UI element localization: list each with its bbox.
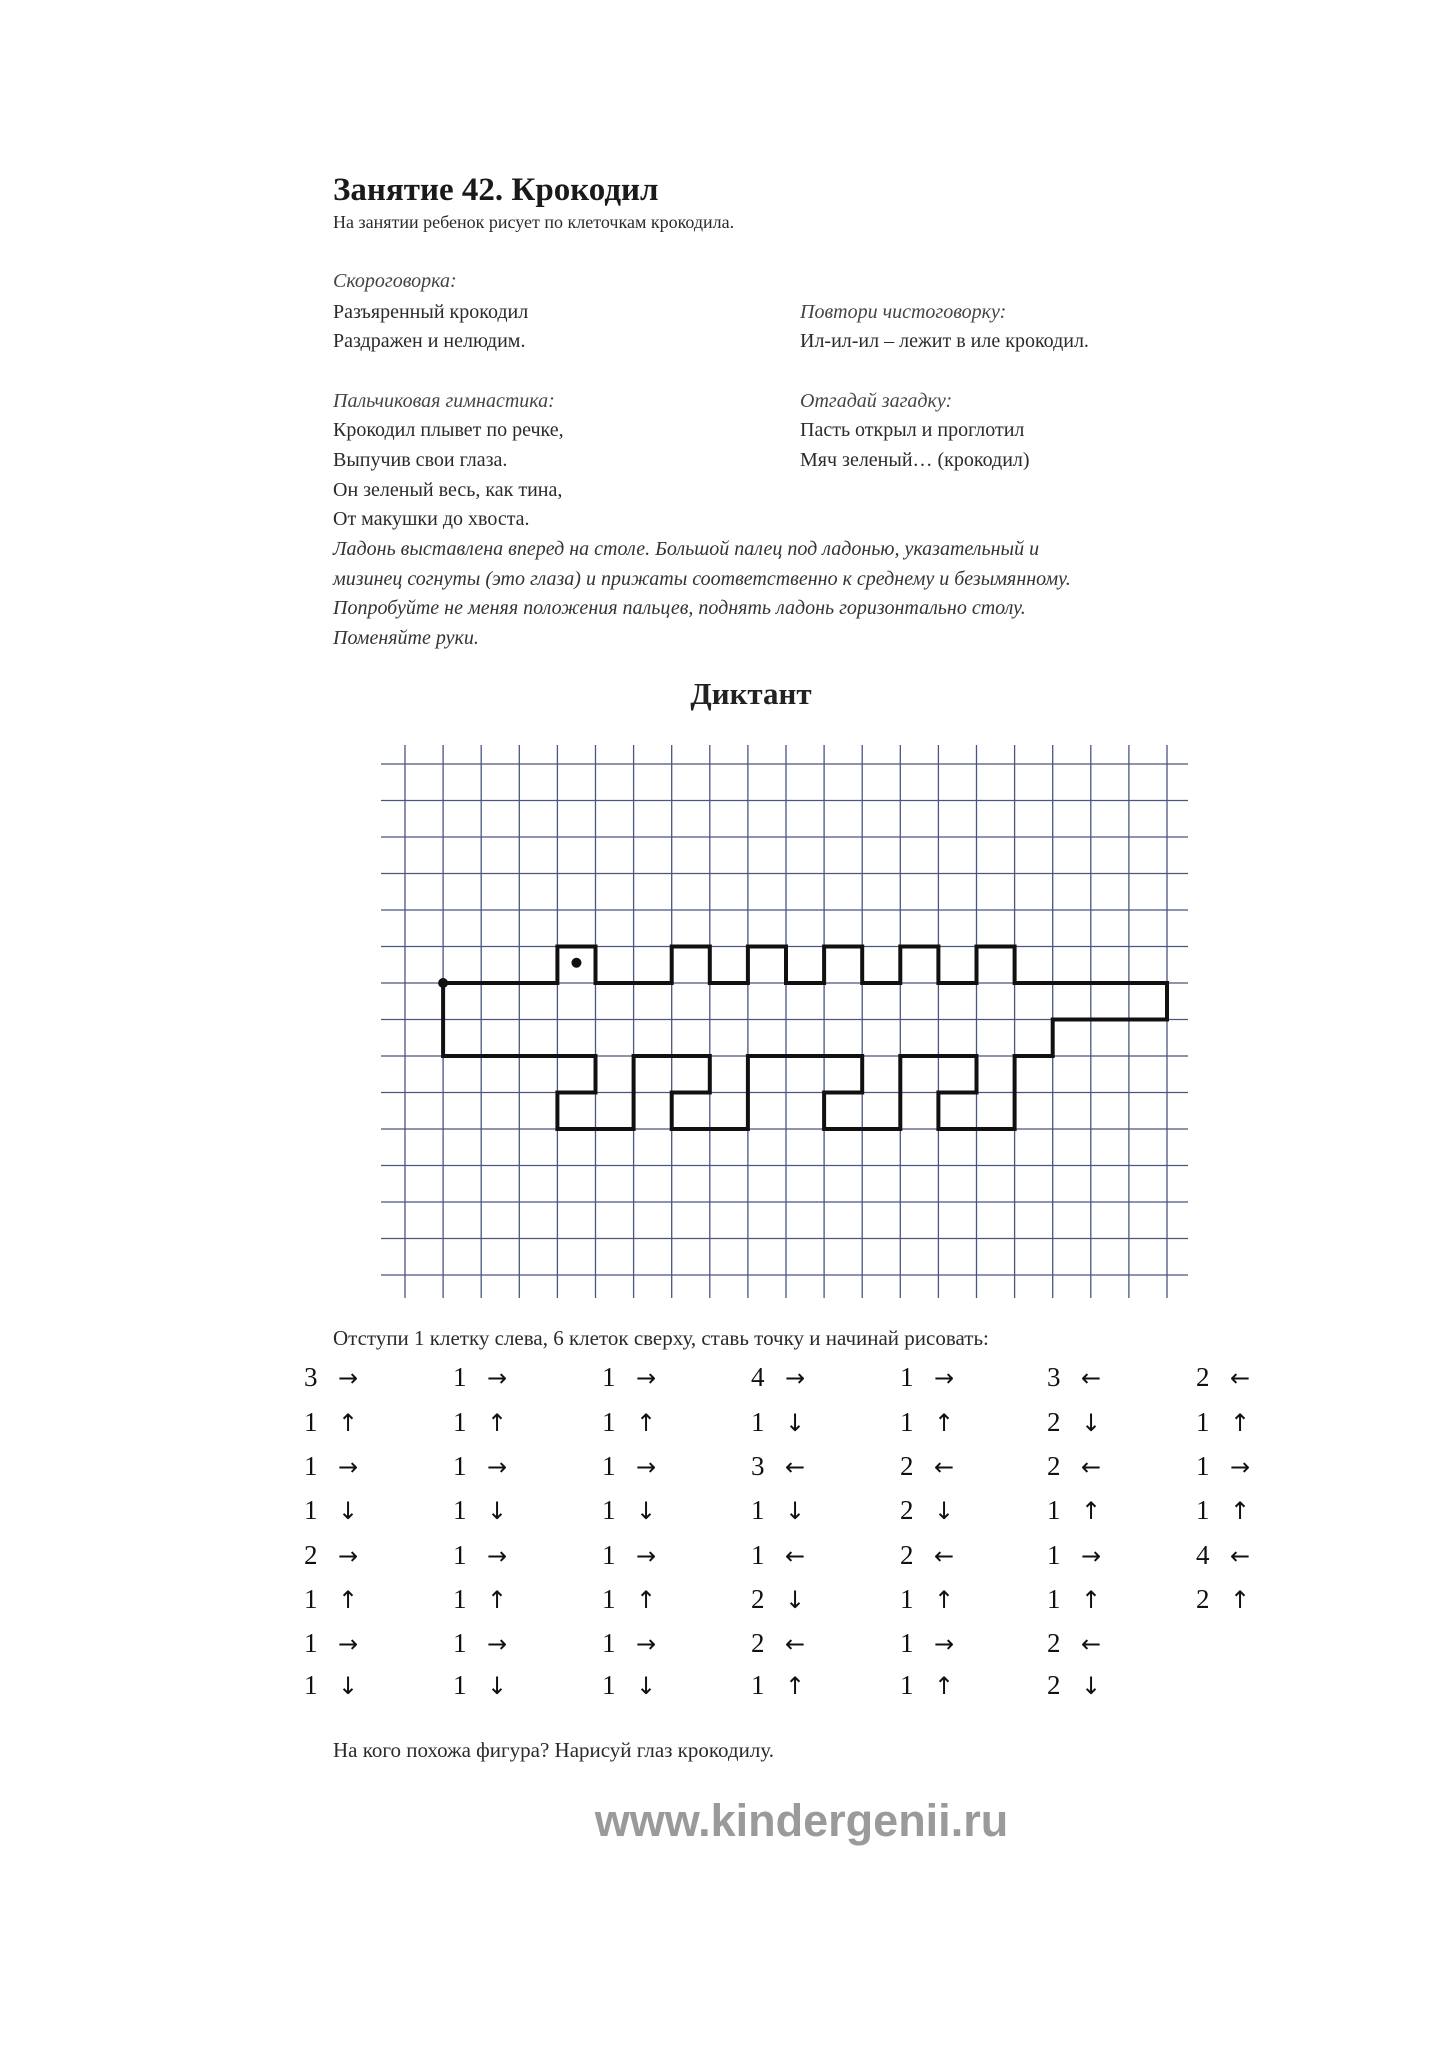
dictation-step [900, 1407, 1020, 1438]
dictation-step [602, 1670, 722, 1701]
finger-gym-instruction: мизинец согнуты (это глаза) и прижаты соответственно к среднему и безымянному. [333, 568, 1071, 590]
page-title: Занятие 42. Крокодил [333, 172, 659, 208]
dictation-step [751, 1670, 871, 1701]
riddle-line: Пасть открыл и проглотил [800, 419, 1025, 441]
watermark: www.kindergenii.ru [594, 1795, 1009, 1846]
step-count: 3 [1047, 1362, 1061, 1392]
step-count: 1 [602, 1628, 616, 1658]
step-count: 1 [1047, 1495, 1061, 1525]
arrow-right-icon: → [338, 1453, 359, 1481]
arrow-right-icon: → [636, 1542, 657, 1570]
arrow-right-icon: → [487, 1542, 508, 1570]
dictation-step [751, 1584, 871, 1615]
dictation-step [1196, 1362, 1316, 1393]
crocodile-outline [443, 947, 1167, 1130]
step-count: 4 [1196, 1540, 1210, 1570]
arrow-down-icon: ↓ [636, 1672, 657, 1700]
dictation-step [453, 1495, 573, 1526]
step-count: 1 [900, 1407, 914, 1437]
arrow-right-icon: → [338, 1630, 359, 1658]
arrow-down-icon: ↓ [487, 1497, 508, 1525]
dictation-step [453, 1540, 573, 1571]
dictation-step [1047, 1407, 1167, 1438]
dictation-step [1047, 1628, 1167, 1659]
arrow-right-icon: → [1081, 1542, 1102, 1570]
arrow-up-icon: ↑ [1081, 1586, 1102, 1614]
arrow-up-icon: ↑ [934, 1586, 955, 1614]
dictation-step [900, 1451, 1020, 1482]
step-count: 2 [1196, 1584, 1210, 1614]
step-count: 2 [751, 1584, 765, 1614]
dictation-step [602, 1540, 722, 1571]
step-count: 2 [1047, 1407, 1061, 1437]
dictation-step [1196, 1584, 1316, 1615]
dictation-question: На кого похожа фигура? Нарисуй глаз крокодилу. [333, 1738, 774, 1762]
dictation-step [602, 1407, 722, 1438]
dictation-step [900, 1362, 1020, 1393]
step-count: 2 [900, 1451, 914, 1481]
dictation-intro: Отступи 1 клетку слева, 6 клеток сверху, ставь точку и начинай рисовать: [333, 1326, 989, 1350]
step-count: 1 [304, 1451, 318, 1481]
arrow-down-icon: ↓ [487, 1672, 508, 1700]
arrow-down-icon: ↓ [1081, 1672, 1102, 1700]
arrow-down-icon: ↓ [785, 1586, 806, 1614]
step-count: 1 [453, 1362, 467, 1392]
step-count: 3 [304, 1362, 318, 1392]
step-count: 1 [453, 1628, 467, 1658]
finger-gym-line: Выпучив свои глаза. [333, 449, 508, 471]
tongue-twister-line: Раздражен и нелюдим. [333, 330, 526, 352]
riddle-label: Отгадай загадку: [800, 390, 953, 412]
arrow-down-icon: ↓ [636, 1497, 657, 1525]
dictation-step [900, 1670, 1020, 1701]
arrow-right-icon: → [636, 1364, 657, 1392]
step-count: 1 [751, 1670, 765, 1700]
arrow-down-icon: ↓ [338, 1497, 359, 1525]
dictation-step [900, 1628, 1020, 1659]
dictation-step [900, 1495, 1020, 1526]
dictation-step [1196, 1540, 1316, 1571]
pure-twister-label: Повтори чистоговорку: [800, 301, 1007, 323]
arrow-up-icon: ↑ [636, 1409, 657, 1437]
dictation-step [751, 1362, 871, 1393]
dictation-step [453, 1407, 573, 1438]
step-count: 1 [453, 1407, 467, 1437]
dictation-step [751, 1495, 871, 1526]
pure-twister-line: Ил-ил-ил – лежит в иле крокодил. [800, 330, 1089, 352]
dictation-title: Диктант [690, 676, 812, 711]
step-count: 1 [602, 1362, 616, 1392]
step-count: 1 [602, 1540, 616, 1570]
arrow-left-icon: ← [1230, 1364, 1251, 1392]
step-count: 1 [900, 1362, 914, 1392]
dictation-step [304, 1628, 424, 1659]
dictation-step [453, 1362, 573, 1393]
step-count: 2 [1047, 1628, 1061, 1658]
finger-gym-instruction: Попробуйте не меняя положения пальцев, поднять ладонь горизонтально столу. [333, 597, 1026, 619]
tongue-twister-line: Разъяренный крокодил [333, 301, 529, 323]
step-count: 2 [1047, 1451, 1061, 1481]
dictation-step [304, 1540, 424, 1571]
arrow-right-icon: → [785, 1364, 806, 1392]
arrow-left-icon: ← [934, 1453, 955, 1481]
arrow-left-icon: ← [1230, 1542, 1251, 1570]
step-count: 3 [751, 1451, 765, 1481]
arrow-right-icon: → [487, 1630, 508, 1658]
dictation-step [304, 1670, 424, 1701]
step-count: 1 [602, 1451, 616, 1481]
arrow-down-icon: ↓ [934, 1497, 955, 1525]
step-count: 1 [453, 1495, 467, 1525]
step-count: 1 [1047, 1540, 1061, 1570]
dictation-step [602, 1451, 722, 1482]
arrow-down-icon: ↓ [785, 1409, 806, 1437]
step-count: 4 [751, 1362, 765, 1392]
finger-gym-instruction: Поменяйте руки. [333, 627, 479, 649]
arrow-up-icon: ↑ [1230, 1586, 1251, 1614]
dictation-step [1196, 1407, 1316, 1438]
arrow-left-icon: ← [1081, 1364, 1102, 1392]
arrow-right-icon: → [636, 1453, 657, 1481]
step-count: 1 [304, 1407, 318, 1437]
riddle-line: Мяч зеленый… (крокодил) [800, 449, 1030, 471]
arrow-right-icon: → [338, 1364, 359, 1392]
arrow-up-icon: ↑ [338, 1586, 359, 1614]
dictation-step [751, 1407, 871, 1438]
arrow-up-icon: ↑ [636, 1586, 657, 1614]
finger-gym-instruction: Ладонь выставлена вперед на столе. Большой палец под ладонью, указательный и [333, 538, 1040, 560]
dictation-step [1196, 1451, 1316, 1482]
dictation-step [900, 1540, 1020, 1571]
dictation-step [1196, 1495, 1316, 1526]
arrow-right-icon: → [487, 1453, 508, 1481]
arrow-up-icon: ↑ [1081, 1497, 1102, 1525]
step-count: 1 [1047, 1584, 1061, 1614]
step-count: 1 [453, 1451, 467, 1481]
dictation-step [453, 1670, 573, 1701]
dictation-step [1047, 1584, 1167, 1615]
dictation-step [304, 1584, 424, 1615]
arrow-up-icon: ↑ [934, 1672, 955, 1700]
step-count: 1 [602, 1670, 616, 1700]
arrow-up-icon: ↑ [338, 1409, 359, 1437]
arrow-right-icon: → [1230, 1453, 1251, 1481]
arrow-right-icon: → [934, 1364, 955, 1392]
dictation-step [602, 1362, 722, 1393]
dictation-step [304, 1362, 424, 1393]
arrow-up-icon: ↑ [1230, 1497, 1251, 1525]
arrow-right-icon: → [338, 1542, 359, 1570]
arrow-down-icon: ↓ [338, 1672, 359, 1700]
arrow-up-icon: ↑ [487, 1409, 508, 1437]
step-count: 1 [751, 1495, 765, 1525]
arrow-up-icon: ↑ [785, 1672, 806, 1700]
dictation-step [602, 1584, 722, 1615]
step-count: 2 [900, 1540, 914, 1570]
tongue-twister-label: Скороговорка: [333, 270, 457, 292]
step-count: 1 [453, 1670, 467, 1700]
arrow-left-icon: ← [934, 1542, 955, 1570]
arrow-right-icon: → [636, 1630, 657, 1658]
step-count: 1 [751, 1540, 765, 1570]
step-count: 1 [1196, 1495, 1210, 1525]
step-count: 1 [453, 1540, 467, 1570]
dictation-step [602, 1495, 722, 1526]
step-count: 2 [1196, 1362, 1210, 1392]
step-count: 1 [304, 1670, 318, 1700]
arrow-right-icon: → [487, 1364, 508, 1392]
step-count: 2 [1047, 1670, 1061, 1700]
arrow-down-icon: ↓ [785, 1497, 806, 1525]
step-count: 1 [602, 1584, 616, 1614]
step-count: 1 [602, 1407, 616, 1437]
step-count: 1 [304, 1628, 318, 1658]
step-count: 2 [751, 1628, 765, 1658]
start-dot [438, 978, 448, 988]
arrow-left-icon: ← [1081, 1630, 1102, 1658]
arrow-up-icon: ↑ [934, 1409, 955, 1437]
finger-gym-label: Пальчиковая гимнастика: [333, 390, 555, 412]
dictation-step [1047, 1495, 1167, 1526]
arrow-down-icon: ↓ [1081, 1409, 1102, 1437]
crocodile-eye-dot [571, 958, 581, 968]
dictation-step [304, 1495, 424, 1526]
step-count: 1 [1196, 1451, 1210, 1481]
step-count: 1 [602, 1495, 616, 1525]
step-count: 2 [304, 1540, 318, 1570]
step-count: 1 [751, 1407, 765, 1437]
dictation-step [602, 1628, 722, 1659]
arrow-right-icon: → [934, 1630, 955, 1658]
dictation-step [1047, 1670, 1167, 1701]
dictation-step [453, 1451, 573, 1482]
page-subtitle: На занятии ребенок рисует по клеточкам крокодила. [333, 212, 735, 232]
finger-gym-line: Он зеленый весь, как тина, [333, 479, 563, 501]
dictation-step [751, 1451, 871, 1482]
arrow-left-icon: ← [785, 1630, 806, 1658]
dictation-step [453, 1584, 573, 1615]
step-count: 1 [900, 1670, 914, 1700]
dictation-step [751, 1540, 871, 1571]
step-count: 1 [900, 1628, 914, 1658]
arrow-up-icon: ↑ [487, 1586, 508, 1614]
dictation-step [304, 1451, 424, 1482]
step-count: 1 [453, 1584, 467, 1614]
dictation-step [1047, 1451, 1167, 1482]
dictation-step [900, 1584, 1020, 1615]
dictation-step [751, 1628, 871, 1659]
finger-gym-line: Крокодил плывет по речке, [333, 419, 564, 441]
step-count: 1 [304, 1584, 318, 1614]
step-count: 1 [304, 1495, 318, 1525]
finger-gym-line: От макушки до хвоста. [333, 508, 530, 530]
arrow-left-icon: ← [785, 1542, 806, 1570]
step-count: 1 [900, 1584, 914, 1614]
dictation-step [1047, 1540, 1167, 1571]
dictation-step [1047, 1362, 1167, 1393]
arrow-left-icon: ← [785, 1453, 806, 1481]
arrow-left-icon: ← [1081, 1453, 1102, 1481]
arrow-up-icon: ↑ [1230, 1409, 1251, 1437]
dictation-step [304, 1407, 424, 1438]
step-count: 2 [900, 1495, 914, 1525]
dictation-step [453, 1628, 573, 1659]
step-count: 1 [1196, 1407, 1210, 1437]
